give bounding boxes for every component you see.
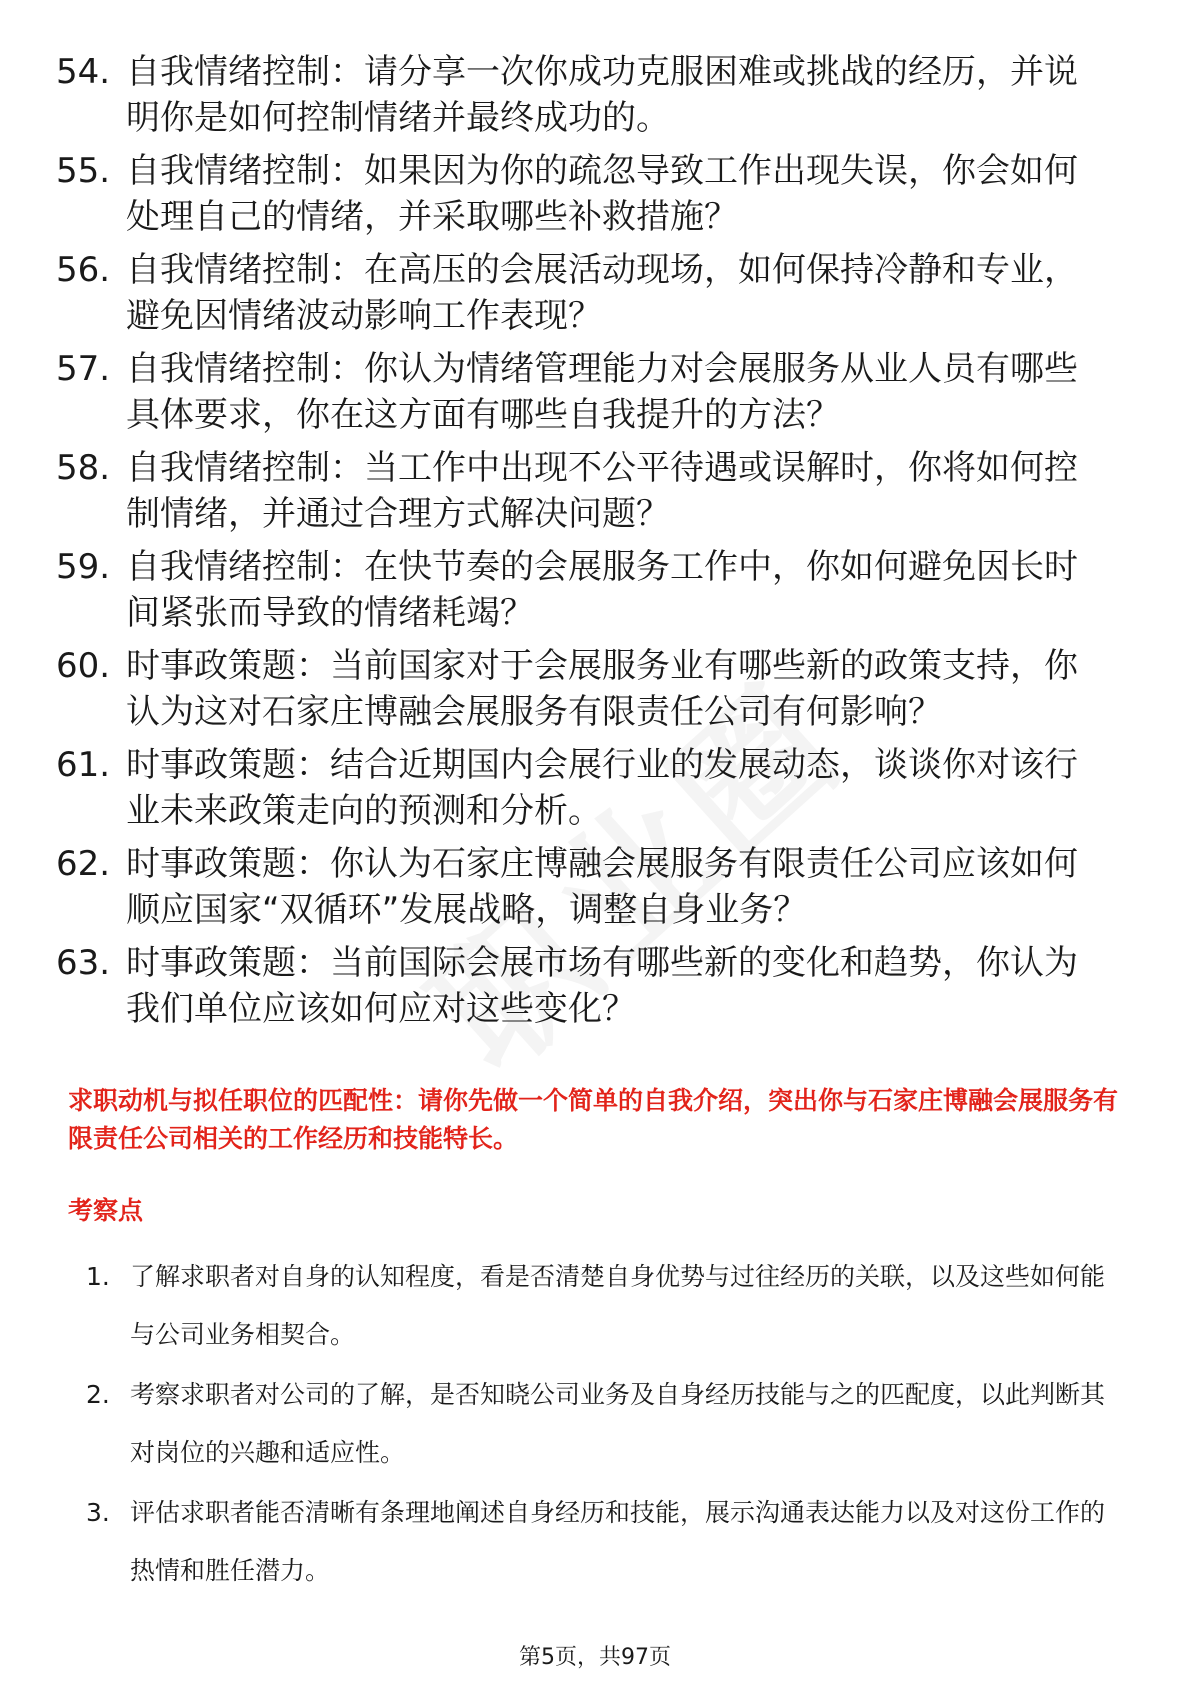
point-item [86, 1366, 1126, 1482]
point-text: 考察求职者对公司的了解，是否知晓公司业务及自身经历技能与之的匹配度，以此判断其对岗位的兴趣和适应性。 [130, 1380, 1106, 1467]
question-number: 62. [56, 844, 111, 884]
highlight-question: 求职动机与拟任职位的匹配性：请你先做一个简单的自我介绍，突出你与石家庄博融会展服务有限责任公司相关的工作经历和技能特长。 [68, 1086, 1119, 1153]
question-number: 55. [56, 151, 111, 191]
question-text: 自我情绪控制：你认为情绪管理能力对会展服务从业人员有哪些具体要求，你在这方面有哪些自我提升的方法？ [126, 349, 1078, 435]
point-item [86, 1484, 1126, 1600]
page-footer: 第5页，共97页 [519, 1645, 671, 1670]
point-number: 1. [86, 1262, 110, 1291]
point-text: 评估求职者能否清晰有条理地阐述自身经历和技能，展示沟通表达能力以及对这份工作的热情和胜任潜力。 [130, 1498, 1106, 1585]
question-item [0, 643, 1106, 735]
question-item [0, 148, 1106, 240]
question-number: 54. [56, 52, 111, 92]
point-text: 了解求职者对自身的认知程度，看是否清楚自身优势与过往经历的关联，以及这些如何能与公司业务相契合。 [130, 1262, 1106, 1349]
question-text: 时事政策题：你认为石家庄博融会展服务有限责任公司应该如何顺应国家“双循环”发展战略，调整自身业务？ [126, 844, 1078, 930]
question-text: 自我情绪控制：在快节奏的会展服务工作中，你如何避免因长时间紧张而导致的情绪耗竭？ [126, 547, 1078, 633]
question-text: 时事政策题：结合近期国内会展行业的发展动态，谈谈你对该行业未来政策走向的预测和分析。 [126, 745, 1078, 831]
point-number: 2. [86, 1380, 110, 1409]
question-number: 61. [56, 745, 111, 785]
question-number: 59. [56, 547, 111, 587]
question-number: 60. [56, 646, 111, 686]
question-number: 56. [56, 250, 111, 290]
question-item [0, 940, 1106, 1032]
question-item [0, 247, 1106, 339]
question-text: 自我情绪控制：当工作中出现不公平待遇或误解时，你将如何控制情绪，并通过合理方式解决问题？ [126, 448, 1078, 534]
question-item [0, 841, 1106, 933]
question-item [0, 544, 1106, 636]
question-number: 57. [56, 349, 111, 389]
question-text: 自我情绪控制：在高压的会展活动现场，如何保持冷静和专业，避免因情绪波动影响工作表现？ [126, 250, 1078, 336]
question-text: 自我情绪控制：请分享一次你成功克服困难或挑战的经历，并说明你是如何控制情绪并最终成功的。 [126, 52, 1078, 138]
question-item [0, 742, 1106, 834]
question-number: 58. [56, 448, 111, 488]
point-number: 3. [86, 1498, 110, 1527]
question-text: 自我情绪控制：如果因为你的疏忽导致工作出现失误，你会如何处理自己的情绪，并采取哪些补救措施？ [126, 151, 1078, 237]
question-text: 时事政策题：当前国家对于会展服务业有哪些新的政策支持，你认为这对石家庄博融会展服务有限责任公司有何影响？ [126, 646, 1078, 732]
question-text: 时事政策题：当前国际会展市场有哪些新的变化和趋势，你认为我们单位应该如何应对这些变化？ [126, 943, 1078, 1029]
question-item [0, 49, 1106, 141]
point-item [86, 1248, 1126, 1364]
question-number: 63. [56, 943, 111, 983]
section-title: 考察点 [68, 1196, 144, 1225]
question-item [0, 346, 1106, 438]
question-item [0, 445, 1106, 537]
assessment-points-list [86, 1248, 1126, 1602]
question-list [0, 49, 1190, 1039]
